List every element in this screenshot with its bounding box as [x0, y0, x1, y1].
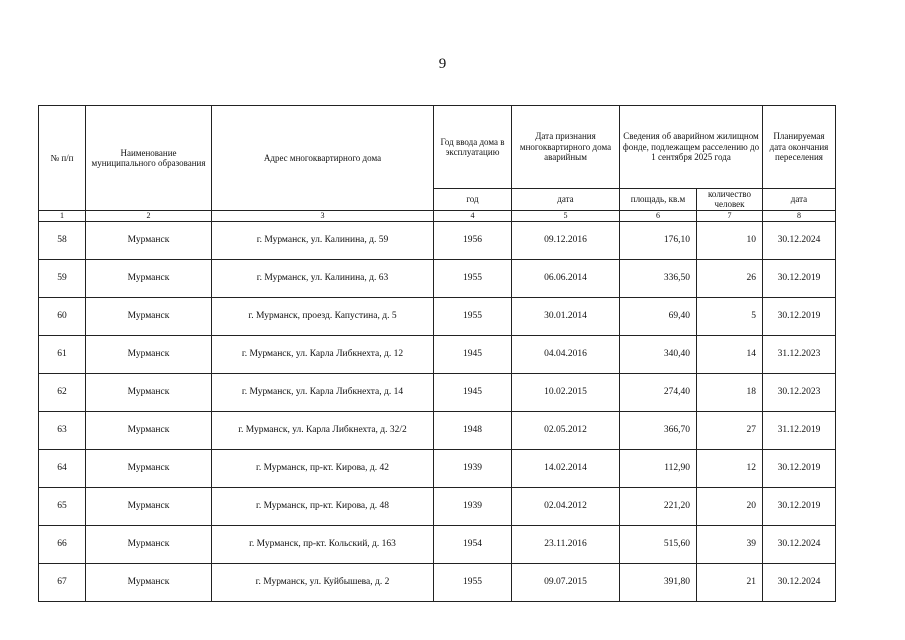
column-number: 2 — [86, 210, 212, 221]
table-row — [39, 411, 836, 449]
row-year: 1955 — [434, 259, 512, 297]
row-year: 1945 — [434, 373, 512, 411]
row-year: 1955 — [434, 297, 512, 335]
row-people: 26 — [697, 259, 763, 297]
column-number: 6 — [620, 210, 697, 221]
header-planned-date: Планируемая дата окончания переселения — [763, 106, 836, 189]
row-address: г. Мурманск, пр-кт. Кирова, д. 48 — [212, 487, 434, 525]
row-emergency-date: 02.05.2012 — [512, 411, 620, 449]
column-number: 3 — [212, 210, 434, 221]
row-address: г. Мурманск, ул. Карла Либкнехта, д. 14 — [212, 373, 434, 411]
row-planned-date: 30.12.2024 — [763, 221, 836, 259]
row-num: 63 — [39, 411, 86, 449]
row-year: 1956 — [434, 221, 512, 259]
row-address: г. Мурманск, ул. Карла Либкнехта, д. 12 — [212, 335, 434, 373]
row-people: 12 — [697, 449, 763, 487]
row-emergency-date: 09.07.2015 — [512, 563, 620, 601]
row-year: 1945 — [434, 335, 512, 373]
subheader-area: площадь, кв.м — [620, 189, 697, 211]
row-address: г. Мурманск, пр-кт. Кольский, д. 163 — [212, 525, 434, 563]
row-area: 336,50 — [620, 259, 697, 297]
column-number: 4 — [434, 210, 512, 221]
column-number-row — [39, 210, 836, 221]
row-area: 274,40 — [620, 373, 697, 411]
row-municipality: Мурманск — [86, 563, 212, 601]
row-planned-date: 30.12.2019 — [763, 259, 836, 297]
row-address: г. Мурманск, ул. Карла Либкнехта, д. 32/2 — [212, 411, 434, 449]
row-num: 60 — [39, 297, 86, 335]
row-address: г. Мурманск, ул. Куйбышева, д. 2 — [212, 563, 434, 601]
subheader-emergency-date: дата — [512, 189, 620, 211]
row-num: 62 — [39, 373, 86, 411]
row-year: 1954 — [434, 525, 512, 563]
row-municipality: Мурманск — [86, 297, 212, 335]
row-municipality: Мурманск — [86, 487, 212, 525]
row-people: 18 — [697, 373, 763, 411]
row-people: 39 — [697, 525, 763, 563]
row-num: 59 — [39, 259, 86, 297]
subheader-planned-date: дата — [763, 189, 836, 211]
table-row — [39, 297, 836, 335]
row-area: 69,40 — [620, 297, 697, 335]
column-number: 7 — [697, 210, 763, 221]
header-municipality: Наименование муниципального образования — [86, 106, 212, 211]
row-emergency-date: 06.06.2014 — [512, 259, 620, 297]
row-num: 64 — [39, 449, 86, 487]
row-emergency-date: 02.04.2012 — [512, 487, 620, 525]
row-municipality: Мурманск — [86, 259, 212, 297]
row-people: 20 — [697, 487, 763, 525]
emergency-housing-table — [38, 105, 836, 602]
table-row — [39, 221, 836, 259]
row-area: 221,20 — [620, 487, 697, 525]
row-planned-date: 30.12.2024 — [763, 525, 836, 563]
row-area: 366,70 — [620, 411, 697, 449]
row-emergency-date: 09.12.2016 — [512, 221, 620, 259]
row-people: 21 — [697, 563, 763, 601]
table-row — [39, 525, 836, 563]
table-row — [39, 449, 836, 487]
row-emergency-date: 23.11.2016 — [512, 525, 620, 563]
page-number: 9 — [438, 56, 447, 72]
row-planned-date: 30.12.2019 — [763, 487, 836, 525]
row-num: 65 — [39, 487, 86, 525]
row-area: 340,40 — [620, 335, 697, 373]
row-municipality: Мурманск — [86, 373, 212, 411]
row-people: 10 — [697, 221, 763, 259]
row-planned-date: 31.12.2019 — [763, 411, 836, 449]
row-planned-date: 31.12.2023 — [763, 335, 836, 373]
table-row — [39, 335, 836, 373]
row-address: г. Мурманск, ул. Калинина, д. 63 — [212, 259, 434, 297]
row-area: 176,10 — [620, 221, 697, 259]
row-num: 67 — [39, 563, 86, 601]
table-row — [39, 259, 836, 297]
row-year: 1948 — [434, 411, 512, 449]
row-municipality: Мурманск — [86, 221, 212, 259]
row-emergency-date: 10.02.2015 — [512, 373, 620, 411]
row-municipality: Мурманск — [86, 525, 212, 563]
row-emergency-date: 04.04.2016 — [512, 335, 620, 373]
subheader-year: год — [434, 189, 512, 211]
row-emergency-date: 14.02.2014 — [512, 449, 620, 487]
row-municipality: Мурманск — [86, 449, 212, 487]
row-year: 1939 — [434, 449, 512, 487]
row-planned-date: 30.12.2019 — [763, 297, 836, 335]
row-municipality: Мурманск — [86, 411, 212, 449]
header-address: Адрес многоквартирного дома — [212, 106, 434, 211]
row-year: 1939 — [434, 487, 512, 525]
row-num: 66 — [39, 525, 86, 563]
row-people: 14 — [697, 335, 763, 373]
row-planned-date: 30.12.2023 — [763, 373, 836, 411]
row-municipality: Мурманск — [86, 335, 212, 373]
table-row — [39, 487, 836, 525]
table-row — [39, 563, 836, 601]
row-planned-date: 30.12.2019 — [763, 449, 836, 487]
row-people: 27 — [697, 411, 763, 449]
header-year: Год ввода дома в эксплуатацию — [434, 106, 512, 189]
subheader-people: количество человек — [697, 189, 763, 211]
row-year: 1955 — [434, 563, 512, 601]
row-area: 391,80 — [620, 563, 697, 601]
row-area: 515,60 — [620, 525, 697, 563]
table-row — [39, 373, 836, 411]
header-housing-info: Сведения об аварийном жилищном фонде, подлежащем расселению до 1 сентября 2025 года — [620, 106, 763, 189]
row-planned-date: 30.12.2024 — [763, 563, 836, 601]
row-address: г. Мурманск, ул. Калинина, д. 59 — [212, 221, 434, 259]
header-num: № п/п — [39, 106, 86, 211]
row-address: г. Мурманск, проезд. Капустина, д. 5 — [212, 297, 434, 335]
row-emergency-date: 30.01.2014 — [512, 297, 620, 335]
row-area: 112,90 — [620, 449, 697, 487]
column-number: 5 — [512, 210, 620, 221]
column-number: 8 — [763, 210, 836, 221]
row-num: 58 — [39, 221, 86, 259]
header-emergency-date: Дата признания многоквартирного дома аварийным — [512, 106, 620, 189]
row-num: 61 — [39, 335, 86, 373]
column-number: 1 — [39, 210, 86, 221]
row-people: 5 — [697, 297, 763, 335]
row-address: г. Мурманск, пр-кт. Кирова, д. 42 — [212, 449, 434, 487]
